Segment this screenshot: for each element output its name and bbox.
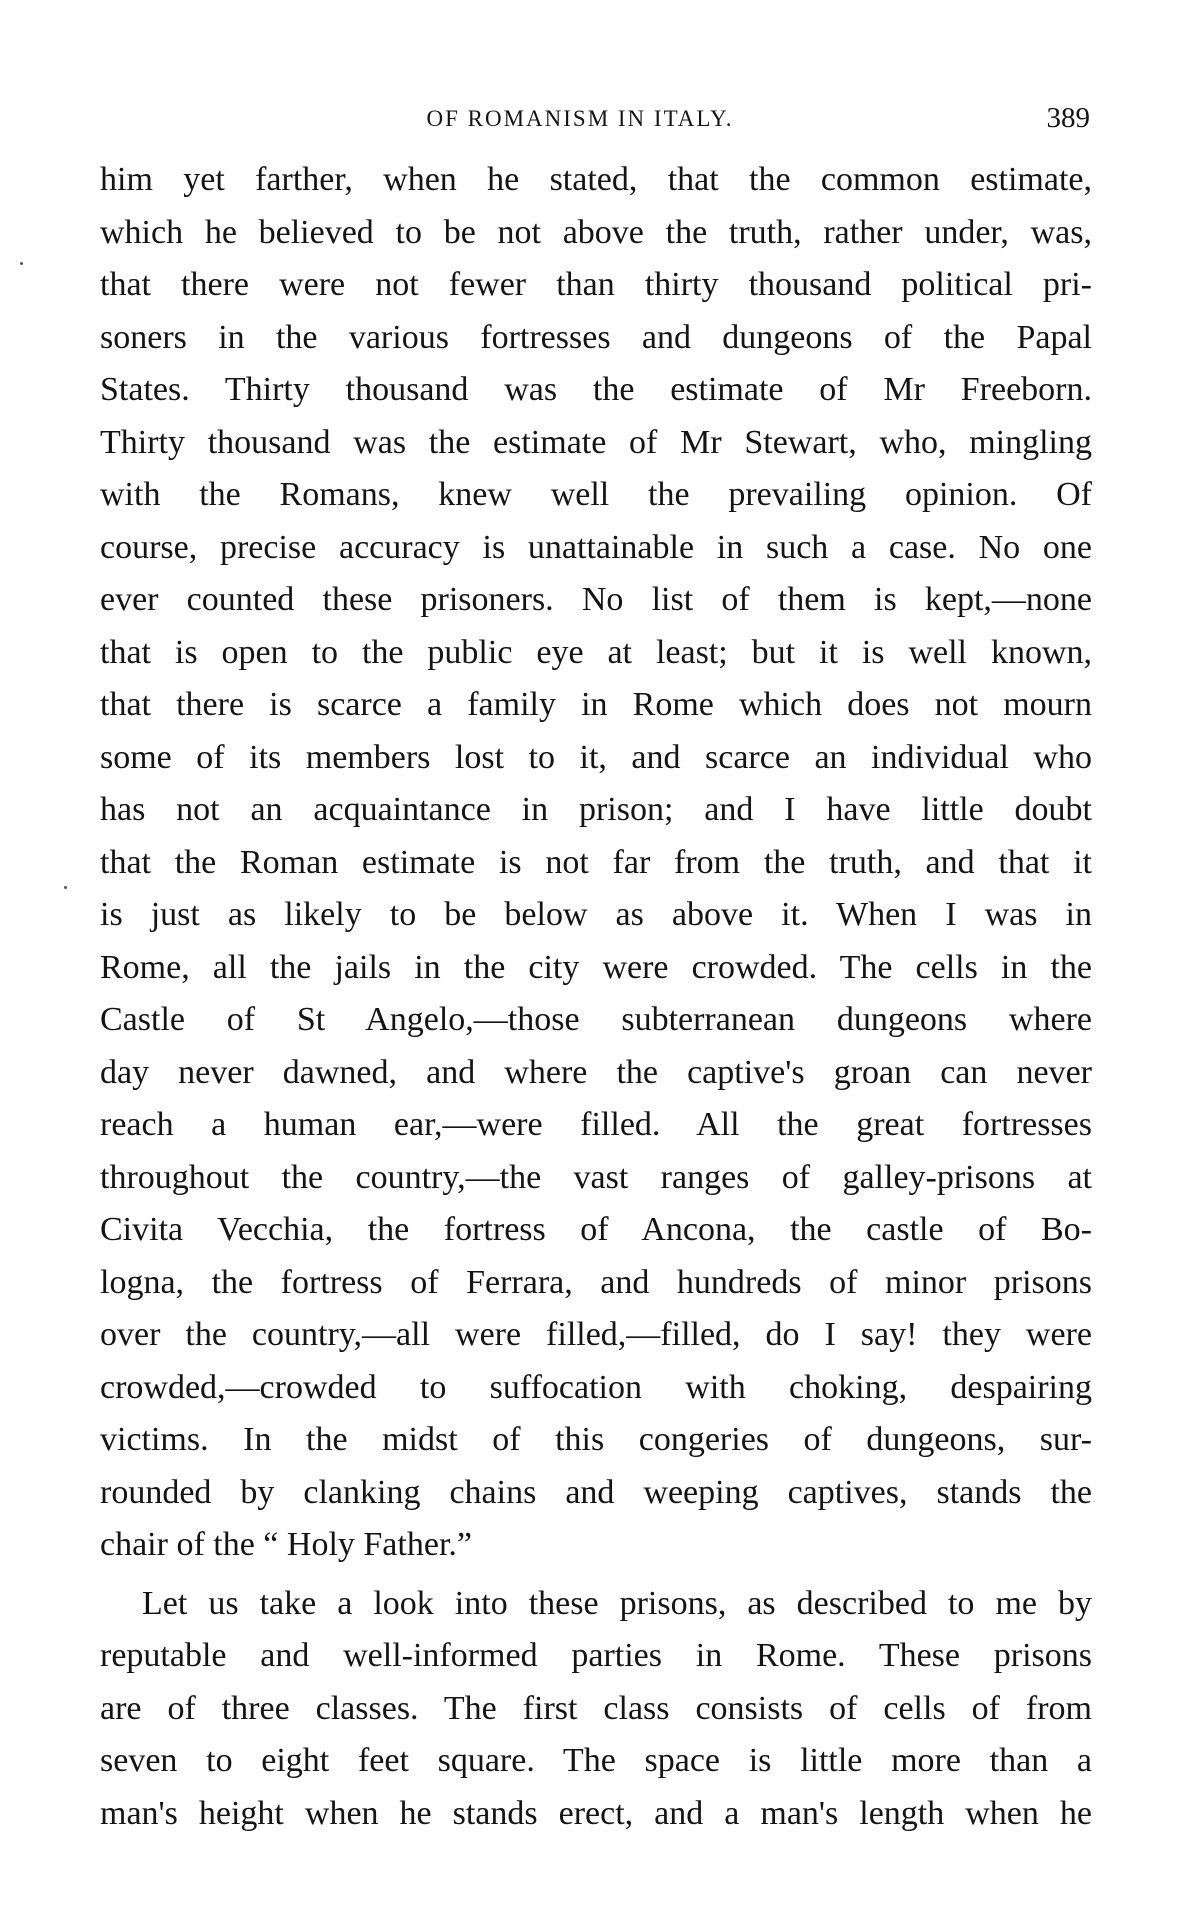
stray-mark — [20, 262, 23, 265]
text-line: soners in the various fortresses and dungeons of the Papal — [100, 318, 1092, 356]
text-line: with the Romans, knew well the prevailing opinion. Of — [100, 476, 1092, 513]
text-line: reach a human ear,—were filled. All the great fortresses — [100, 1106, 1092, 1143]
text-line: day never dawned, and where the captive's groan can never — [100, 1053, 1092, 1091]
text-line: Civita Vecchia, the fortress of Ancona, the castle of Bo- — [100, 1211, 1092, 1248]
text-line: some of its members lost to it, and scarce an individual who — [100, 738, 1092, 776]
stray-mark — [64, 886, 67, 889]
text-line: crowded,—crowded to suffocation with choking, despairing — [100, 1368, 1092, 1406]
running-title: OF ROMANISM IN ITALY. — [426, 106, 734, 131]
text-line: reputable and well-informed parties in Rome. These prisons — [100, 1637, 1092, 1674]
text-line: ever counted these prisoners. No list of them is kept,—none — [100, 581, 1092, 618]
text-line: seven to eight feet square. The space is little more than a — [100, 1742, 1092, 1779]
text-line: man's height when he stands erect, and a man's length when he — [100, 1794, 1092, 1832]
text-line: logna, the fortress of Ferrara, and hundreds of minor prisons — [100, 1263, 1092, 1301]
text-line: Thirty thousand was the estimate of Mr Stewart, who, mingling — [100, 423, 1092, 461]
text-line: has not an acquaintance in prison; and I have little doubt — [100, 791, 1092, 828]
text-line: that there were not fewer than thirty thousand political pri- — [100, 266, 1092, 303]
text-line: that there is scarce a family in Rome which does not mourn — [100, 686, 1092, 723]
paragraph — [100, 1578, 1092, 1841]
text-line: over the country,—all were filled,—filled, do I say! they were — [100, 1316, 1092, 1353]
running-head — [100, 100, 1090, 140]
text-line: Let us take a look into these prisons, as described to me by — [142, 1584, 1092, 1622]
text-line: Rome, all the jails in the city were crowded. The cells in the — [100, 948, 1092, 986]
text-line: States. Thirty thousand was the estimate of Mr Freeborn. — [100, 371, 1092, 408]
text-line: course, precise accuracy is unattainable in such a case. No one — [100, 528, 1092, 566]
text-line: throughout the country,—the vast ranges of galley-prisons at — [100, 1158, 1092, 1196]
text-line: that the Roman estimate is not far from the truth, and that it — [100, 843, 1092, 881]
text-line: rounded by clanking chains and weeping captives, stands the — [100, 1473, 1092, 1511]
paragraph — [100, 154, 1092, 1572]
text-line: that is open to the public eye at least; but it is well known, — [100, 633, 1092, 671]
text-line: are of three classes. The first class consists of cells of from — [100, 1689, 1092, 1727]
text-line: victims. In the midst of this congeries of dungeons, sur- — [100, 1421, 1092, 1458]
text-line: Castle of St Angelo,—those subterranean dungeons where — [100, 1001, 1092, 1038]
page-number: 389 — [1046, 102, 1090, 134]
body-text — [100, 154, 1092, 1840]
text-line: which he believed to be not above the truth, rather under, was, — [100, 213, 1092, 251]
text-line: is just as likely to be below as above it. When I was in — [100, 896, 1092, 933]
text-line: chair of the “ Holy Father.” — [100, 1526, 472, 1563]
text-line: him yet farther, when he stated, that the common estimate, — [100, 161, 1092, 198]
